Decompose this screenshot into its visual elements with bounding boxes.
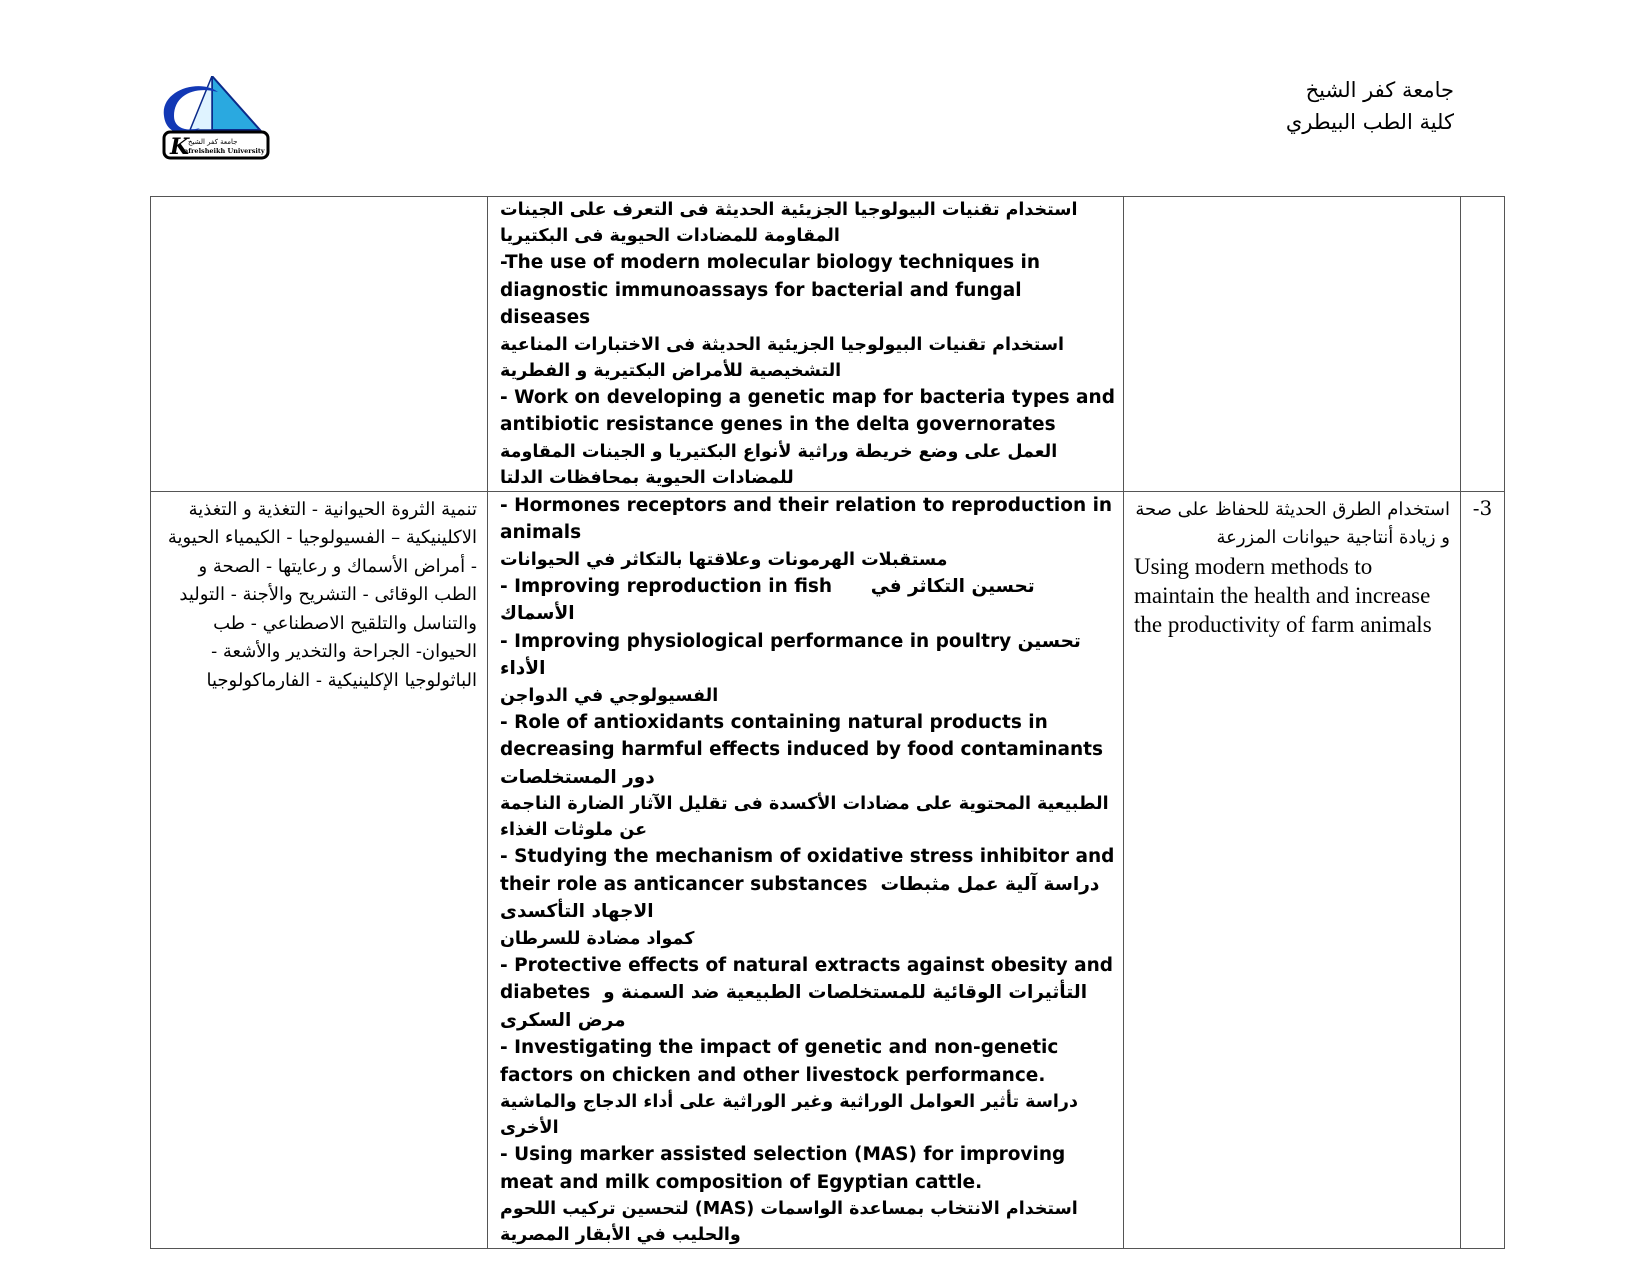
university-logo [160,76,278,164]
table-row [151,491,1505,1249]
goal-cell [1124,491,1461,1249]
table-row [151,197,1505,492]
topic-item: مستقبلات الهرمونات وعلاقتها بالتكاثر في الحيوانات [500,549,948,570]
topic-item: كمواد مضادة للسرطان [500,928,695,949]
departments-cell [151,197,488,492]
topic-item: -The use of modern molecular biology techniques in diagnostic immunoassays for bacterial and fungal diseases [500,252,1047,328]
topic-item: استخدام تقنيات البيولوجيا الجزيئية الحديثة فى الاختبارات المناعية التشخيصية للأمراض البكتيرية و الفطرية [500,334,1065,381]
number-cell [1461,197,1505,492]
topic-item: - Investigating the impact of genetic and non-genetic factors on chicken and other livestock performance. [500,1037,1065,1086]
topic-item: دراسة تأثير العوامل الوراثية وغير الوراثية على أداء الدجاج والماشية الأخرى [500,1092,1078,1138]
topic-item: - Work on developing a genetic map for bacteria types and antibiotic resistance genes in the delta governorates [500,386,1122,435]
svg-text:K: K [170,134,190,160]
topic-item: الطبيعية المحتوية على مضادات الأكسدة فى تقليل الآثار الضارة الناجمة عن ملوثات الغذاء [500,794,1109,840]
topic-item: العمل على وضع خريطة وراثية لأنواع البكتيريا و الجينات المقاومة للمضادات الحيوية بمحافظات الدلتا [500,441,1058,488]
topic-item: - Hormones receptors and their relation to reproduction in animals [500,494,1119,543]
topic-item: استخدام تقنيات البيولوجيا الجزيئية الحديثة فى التعرف على الجينات المقاومة للمضادات الحيوية فى البكتيريا [500,200,1078,246]
topic-item: الفسيولوجي في الدواجن [500,685,719,706]
svg-text:afrelsheikh University: afrelsheikh University [184,147,265,155]
goal-english: Using modern methods to maintain the health and increase the productivity of farm animals [1134,553,1432,637]
topics-cell [488,491,1124,1249]
topics-list [488,492,1123,1249]
header-institution [1286,74,1454,138]
topic-item: - Improving reproduction in fish تحسين التكاثر في الأسماك [500,575,1042,624]
topic-item: - Protective effects of natural extracts against obesity and diabetes التأثيرات الوقائية للمستخلصات الطبيعية ضد السمنة و مرض السكرى [500,954,1120,1031]
topics-list [488,197,1123,491]
goal-arabic: استخدام الطرق الحديثة للحفاظ على صحة و زيادة أنتاجية حيوانات المزرعة [1135,498,1450,548]
research-plan-table [150,196,1505,1249]
topic-item: - Studying the mechanism of oxidative stress inhibitor and their role as anticancer substances دراسة آلية عمل مثبطات الاجهاد التأكسدى [500,846,1121,922]
faculty-name: كلية الطب البيطري [1285,110,1454,134]
topic-item: استخدام الانتخاب بمساعدة الواسمات (MAS) لتحسين تركيب اللحوم والحليب في الأبقار المصرية [500,1199,1078,1245]
university-name: جامعة كفر الشيخ [1305,78,1454,102]
topic-item: - Using marker assisted selection (MAS) for improving meat and milk composition of Egyptian cattle. [500,1144,1072,1193]
topics-cell [488,197,1124,492]
topic-item: - Role of antioxidants containing natural products in decreasing harmful effects induced by food contaminants دور المستخلصات [500,711,1116,788]
topic-item: - Improving physiological performance in poultry تحسين الأداء [500,630,1088,679]
goal-cell [1124,197,1461,492]
number-cell: -3 [1461,491,1505,1249]
departments-cell: تنمية الثروة الحيوانية - التغذية و التغذية الاكلينيكية – الفسيولوجيا - الكيمياء الحيوية - أمراض الأسماك و رعايتها - الصحة و الطب الوقائى - التشريح والأجنة - التوليد والتناسل والتلقيح الاصطناعي - طب الحيوان- الجراحة والتخدير والأشعة - الباثولوجيا الإكلينيكية - الفارماكولوجيا [151,491,488,1249]
svg-text:جامعة كفر الشيخ: جامعة كفر الشيخ [188,138,238,146]
